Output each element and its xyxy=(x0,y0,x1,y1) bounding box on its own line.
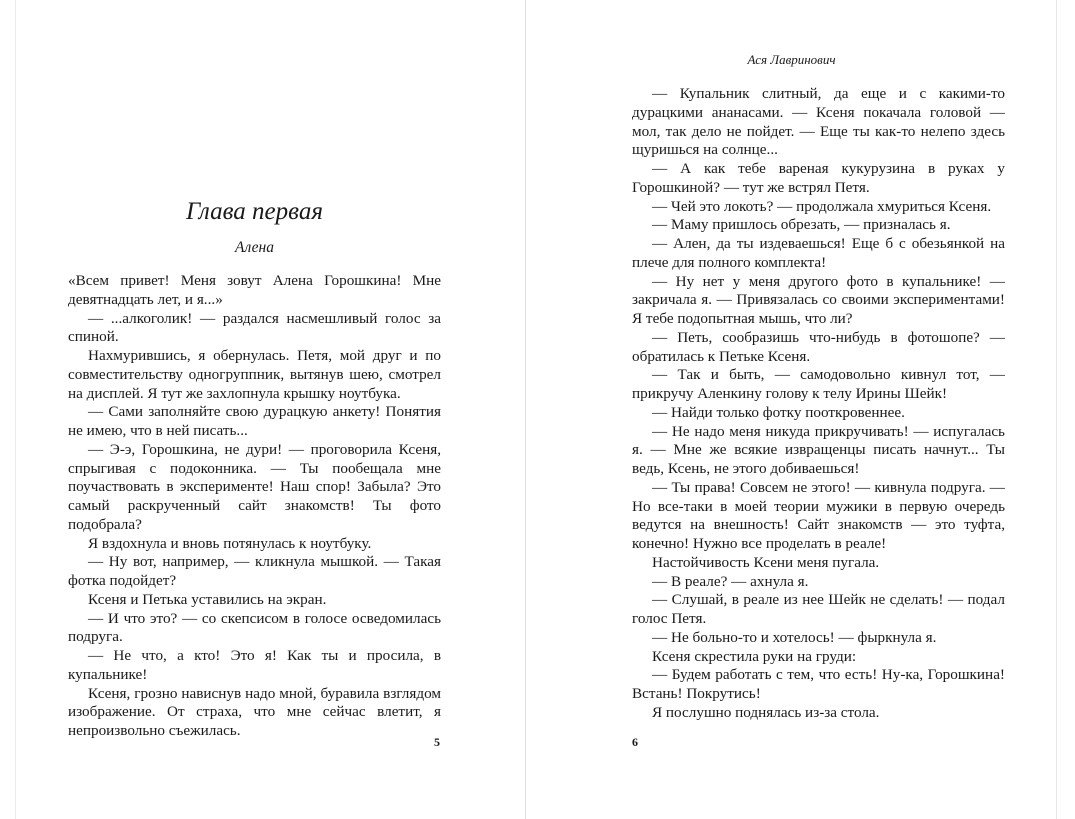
right-page-body xyxy=(632,85,1005,723)
paragraph: — Будем работать с тем, что есть! Ну-ка, Горошкина! Встань! Покрутись! xyxy=(632,666,1005,702)
paragraph: — Э-э, Горошкина, не дури! — проговорила Ксеня, спрыгивая с подоконника. — Ты пообещала мне поучаствовать в эксперименте! Наш спор! Забыла? Это самый раскрученный сайт знакомств! Ты фото подобрала? xyxy=(68,440,441,533)
paragraph: Ксеня и Петька уставились на экран. xyxy=(88,590,327,608)
paragraph: — Чей это локоть? — продолжала хмуриться Ксеня. xyxy=(652,197,992,215)
paragraph: Я вздохнула и вновь потянулась к ноутбуку. xyxy=(88,534,372,552)
paragraph: — Ну вот, например, — кликнула мышкой. — Такая фотка подойдет? xyxy=(68,553,441,589)
paragraph: — Ты права! Совсем не этого! — кивнула подруга. — Но все-таки в моей теории мужики в первую очередь ведутся на внешность! Сайт знакомств — это туфта, конечно! Нужно все проделать в реале! xyxy=(632,478,1005,552)
paragraph: Ксеня, грозно нависнув надо мной, буравила взглядом изображение. От страха, что мне сейчас влетит, я непроизвольно съежилась. xyxy=(68,684,441,739)
paragraph: — Купальник слитный, да еще и с какими-то дурацкими ананасами. — Ксеня покачала головой — мол, так дело не пойдет. — Еще ты как-то нелепо здесь щуришься на солнце... xyxy=(632,85,1005,159)
paragraph: — Не надо меня никуда прикручивать! — испугалась я. — Мне же всякие извращенцы писать начнут... Ты ведь, Ксень, не этого добиваешься! xyxy=(632,422,1005,477)
paragraph: — Так и быть, — самодовольно кивнул тот, — прикручу Аленкину голову к телу Ирины Шейк! xyxy=(632,366,1005,402)
paragraph: Нахмурившись, я обернулась. Петя, мой друг и по совместительству одногруппник, вытянув шею, смотрел на дисплей. Я тут же захлопнула крышку ноутбука. xyxy=(68,347,441,402)
paragraph: — И что это? — со скепсисом в голосе осведомилась подруга. xyxy=(68,609,441,646)
paragraph: — А как тебе вареная кукурузина в руках у Горошкиной? — тут же встрял Петя. xyxy=(632,160,1005,196)
chapter-title: Глава первая xyxy=(186,198,323,225)
paragraph: — Ну нет у меня другого фото в купальнике! — закричала я. — Привязалась со своими экспериментами! Я тебе подопытная мышь, что ли? xyxy=(632,272,1005,327)
paragraph: — В реале? — ахнула я. xyxy=(652,572,809,590)
running-header: Ася Лавринович xyxy=(747,52,836,67)
chapter-subtitle: Алена xyxy=(235,239,274,256)
paragraph: Настойчивость Ксени меня пугала. xyxy=(652,553,880,571)
paragraph: — Ален, да ты издеваешься! Еще б с обезьянкой на плече для полного комплекта! xyxy=(632,235,1005,271)
paragraph: — Петь, сообразишь что-нибудь в фотошопе? — обратилась к Петьке Ксеня. xyxy=(632,328,1005,365)
page-number: 5 xyxy=(434,735,440,749)
paragraph: — Слушай, в реале из нее Шейк не сделать! — подал голос Петя. xyxy=(632,591,1005,627)
paragraph: Я послушно поднялась из-за стола. xyxy=(652,703,880,721)
paragraph: — Сами заполняйте свою дурацкую анкету! Понятия не имею, что в ней писать... xyxy=(68,403,441,439)
paragraph: — Не что, а кто! Это я! Как ты и просила, в купальнике! xyxy=(68,647,441,683)
paragraph: — Маму пришлось обрезать, — призналась я. xyxy=(652,216,951,234)
paragraph: «Всем привет! Меня зовут Алена Горошкина! Мне девятнадцать лет, и я...» xyxy=(68,272,441,308)
paragraph: — Найди только фотку пооткровеннее. xyxy=(652,403,905,421)
paragraph: Ксеня скрестила руки на груди: xyxy=(652,647,857,665)
right-page xyxy=(527,0,1057,819)
paragraph: — Не больно-то и хотелось! — фыркнула я. xyxy=(652,628,937,646)
left-page-body xyxy=(68,272,441,741)
paragraph: — ...алкоголик! — раздался насмешливый голос за спиной. xyxy=(68,309,441,346)
left-page xyxy=(15,0,526,819)
page-number: 6 xyxy=(632,735,638,749)
